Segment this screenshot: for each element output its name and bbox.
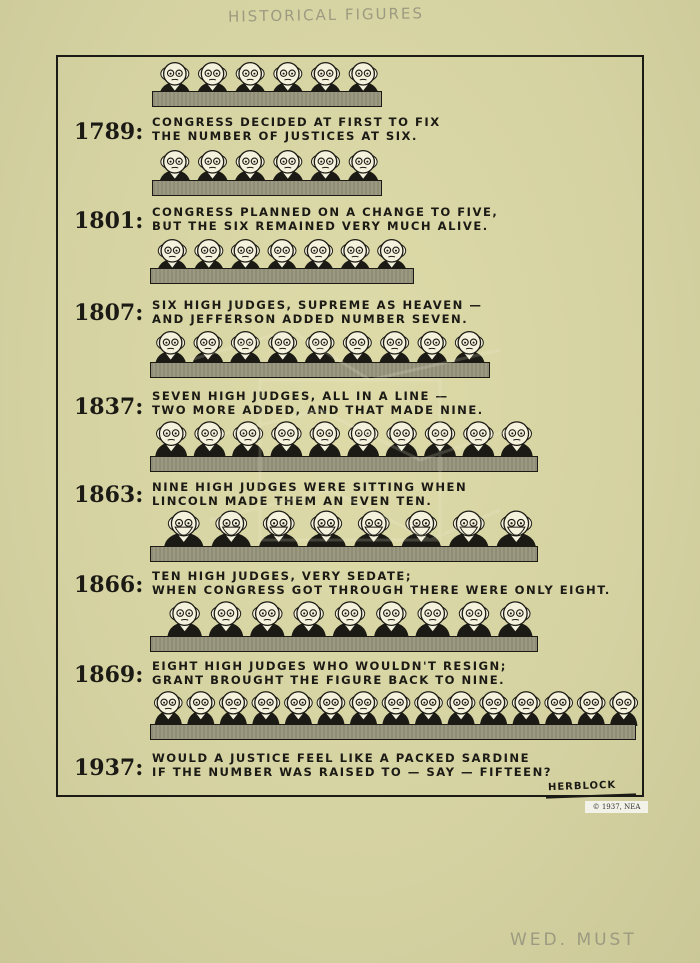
justice-figure — [211, 511, 251, 549]
verse-1837-line-1: SEVEN HIGH JUDGES, ALL IN A LINE — — [152, 389, 449, 403]
year-1937: 1937: — [74, 755, 144, 781]
justice-figure — [374, 602, 409, 638]
justice-figure — [498, 602, 533, 638]
justices-group-1866 — [160, 505, 540, 549]
copyright-notice: © 1937, NEA — [585, 801, 648, 813]
justice-figure — [317, 692, 345, 726]
justice-figure — [512, 692, 540, 726]
verse-1789-line-1: CONGRESS DECIDED AT FIRST TO FIX — [152, 115, 441, 129]
justice-figure — [401, 511, 441, 549]
year-1866: 1866: — [74, 572, 144, 598]
justice-figure — [304, 332, 335, 366]
year-1801: 1801: — [74, 208, 144, 234]
justice-figure — [545, 692, 573, 726]
justice-figure — [496, 511, 536, 549]
justice-figure — [209, 602, 244, 638]
justice-figure — [155, 422, 187, 458]
verse-1863-line-1: NINE HIGH JUDGES WERE SITTING WHEN — [152, 480, 468, 494]
verse-1866-line-2: WHEN CONGRESS GOT THROUGH THERE WERE ONLY EIGHT. — [152, 583, 611, 597]
bench-1863 — [150, 456, 538, 472]
year-1789: 1789: — [74, 119, 144, 145]
verse-1801-line-2: BUT THE SIX REMAINED VERY MUCH ALIVE. — [152, 219, 489, 233]
bench-1801 — [152, 180, 382, 196]
justice-figure — [250, 602, 285, 638]
bench-1837 — [150, 362, 490, 378]
justice-figure — [457, 602, 492, 638]
verse-1863-line-2: LINCOLN MADE THEM AN EVEN TEN. — [152, 494, 433, 508]
justice-figure — [610, 692, 638, 726]
justice-figure — [309, 422, 341, 458]
bench-1807 — [150, 268, 414, 284]
justices-drawing — [160, 505, 540, 549]
verse-1837 — [152, 389, 484, 417]
justice-figure — [480, 692, 508, 726]
justice-figure — [342, 332, 373, 366]
justice-figure — [267, 332, 298, 366]
artist-signature: HERBLOCK — [547, 779, 617, 794]
year-1837: 1837: — [74, 394, 144, 420]
verse-1937-line-1: WOULD A JUSTICE FEEL LIKE A PACKED SARDINE — [152, 751, 531, 765]
justice-figure — [154, 692, 182, 726]
justice-figure — [333, 602, 368, 638]
verse-1866 — [152, 569, 611, 597]
verse-1789 — [152, 115, 441, 143]
justice-figure — [193, 422, 225, 458]
justice-figure — [350, 692, 378, 726]
justices-group-1937 — [152, 686, 640, 726]
verse-1869-line-2: GRANT BROUGHT THE FIGURE BACK TO NINE. — [152, 673, 506, 687]
justice-figure — [447, 692, 475, 726]
verse-1807-line-2: AND JEFFERSON ADDED NUMBER SEVEN. — [152, 312, 469, 326]
justice-figure — [454, 332, 485, 366]
justice-figure — [230, 332, 261, 366]
justice-figure — [354, 511, 394, 549]
verse-1866-line-1: TEN HIGH JUDGES, VERY SEDATE; — [152, 569, 412, 583]
justice-figure — [382, 692, 410, 726]
justice-figure — [385, 422, 417, 458]
verse-1807 — [152, 298, 482, 326]
justice-figure — [291, 602, 326, 638]
justices-drawing — [164, 596, 536, 638]
bench-1869 — [150, 636, 538, 652]
justice-figure — [501, 422, 533, 458]
justice-figure — [220, 692, 248, 726]
justices-drawing — [152, 416, 536, 458]
justice-figure — [285, 692, 313, 726]
verse-1801 — [152, 205, 498, 233]
justice-figure — [415, 602, 450, 638]
justice-figure — [252, 692, 280, 726]
justices-group-1869 — [164, 596, 536, 638]
year-1869: 1869: — [74, 662, 144, 688]
bench-1937 — [150, 724, 636, 740]
justice-figure — [167, 602, 202, 638]
verse-1937-line-2: IF THE NUMBER WAS RAISED TO — SAY — FIFTEEN? — [152, 765, 553, 779]
year-1807: 1807: — [74, 300, 144, 326]
justice-figure — [187, 692, 215, 726]
justice-figure — [155, 332, 186, 366]
justices-drawing — [156, 145, 382, 185]
justice-figure — [192, 332, 223, 366]
justice-figure — [270, 422, 302, 458]
verse-1789-line-2: THE NUMBER OF JUSTICES AT SIX. — [152, 129, 418, 143]
justice-figure — [577, 692, 605, 726]
verse-1869 — [152, 659, 507, 687]
justice-figure — [347, 422, 379, 458]
justice-figure — [449, 511, 489, 549]
justice-figure — [232, 422, 264, 458]
verse-1863 — [152, 480, 467, 508]
year-1863: 1863: — [74, 482, 144, 508]
justice-figure — [306, 511, 346, 549]
verse-1837-line-2: TWO MORE ADDED, AND THAT MADE NINE. — [152, 403, 484, 417]
justice-figure — [462, 422, 494, 458]
justices-group-1837 — [152, 326, 488, 366]
pencil-footer-note: WED. MUST — [510, 930, 637, 950]
pencil-header-note: HISTORICAL FIGURES — [227, 4, 425, 26]
justice-figure — [164, 511, 204, 549]
verse-1807-line-1: SIX HIGH JUDGES, SUPREME AS HEAVEN — — [152, 298, 483, 312]
bench-1866 — [150, 546, 538, 562]
justices-drawing — [152, 326, 488, 366]
justice-figure — [379, 332, 410, 366]
verse-1801-line-1: CONGRESS PLANNED ON A CHANGE TO FIVE, — [152, 205, 499, 219]
justice-figure — [259, 511, 299, 549]
justice-figure — [424, 422, 456, 458]
justice-figure — [416, 332, 447, 366]
justices-drawing — [152, 686, 640, 726]
justice-figure — [415, 692, 443, 726]
justices-group-1863 — [152, 416, 536, 458]
verse-1869-line-1: EIGHT HIGH JUDGES WHO WOULDN'T RESIGN; — [152, 659, 507, 673]
bench-1789 — [152, 91, 382, 107]
verse-1937 — [152, 751, 552, 779]
justices-group-1801 — [156, 145, 382, 185]
